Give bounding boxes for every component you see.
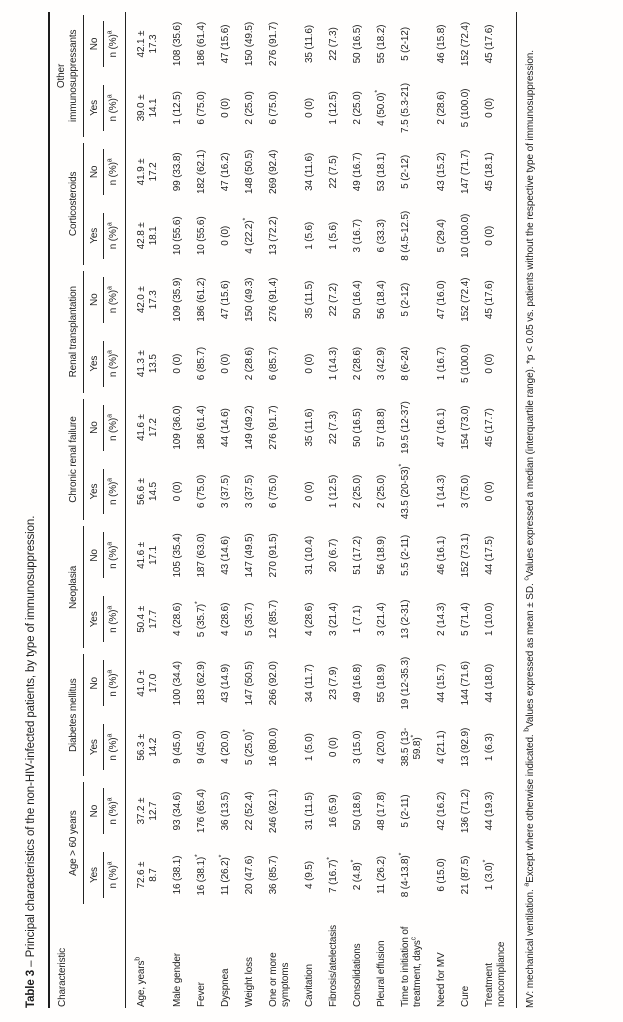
- data-cell: 47 (16.2): [219, 152, 231, 192]
- data-cell: 16 (80.0): [267, 727, 279, 767]
- data-cell: 2 (25.0): [243, 91, 255, 125]
- no-header: No: [84, 396, 104, 460]
- data-cell: 10 (55.6): [195, 216, 207, 256]
- data-cell: 1 (14.3): [435, 474, 447, 509]
- data-cell: 34 (11.7): [303, 664, 315, 703]
- group-header: Diabetes mellitus: [49, 651, 84, 779]
- data-cell: 4 (28.6): [171, 602, 183, 636]
- data-cell: 1 (5.0): [303, 733, 315, 762]
- data-cell: 35 (11.5): [303, 280, 315, 319]
- data-cell: 41.9 ± 17.2: [135, 158, 159, 186]
- data-cell: 51 (17.2): [351, 536, 363, 575]
- data-cell: 43 (14.6): [219, 536, 231, 575]
- yes-header: Yes: [84, 204, 104, 268]
- data-cell: 50 (16.5): [351, 24, 363, 64]
- data-cell: 42.0 ± 17.3: [135, 286, 159, 314]
- data-cell: 0 (0): [303, 353, 315, 374]
- data-cell: 37.2 ± 12.7: [135, 797, 159, 825]
- data-cell: 276 (91.7): [267, 405, 279, 450]
- row-label: Treatment noncompliance: [478, 907, 517, 1008]
- data-cell: 10 (55.6): [171, 216, 183, 256]
- data-cell: 44 (18.0): [478, 651, 517, 715]
- footnote-marker: a: [523, 882, 531, 887]
- data-cell: 42.1 ± 17.3: [135, 30, 159, 58]
- data-cell: 45 (18.1): [478, 140, 517, 204]
- data-cell: 1 (16.7): [435, 347, 447, 381]
- data-cell: 1 (12.5): [327, 474, 339, 509]
- data-cell: 47 (16.1): [435, 408, 447, 447]
- data-cell: 49 (16.8): [351, 663, 363, 703]
- data-cell: 55 (18.9): [375, 663, 387, 703]
- data-cell: 3 (21.4): [375, 602, 387, 636]
- data-cell: 6 (15.0): [435, 858, 447, 892]
- yes-header: Yes: [84, 587, 104, 651]
- data-cell: 8 (4.5-12.5): [399, 210, 411, 261]
- data-cell: 9 (45.0): [195, 730, 207, 764]
- row-label: Need for MV: [435, 952, 447, 1007]
- data-cell: 12 (85.7): [267, 600, 279, 639]
- data-cell: 1 (5.6): [327, 221, 339, 250]
- data-cell: 22 (7.3): [327, 27, 339, 61]
- yes-header: Yes: [84, 460, 104, 524]
- data-cell: 182 (62.1): [195, 149, 207, 194]
- data-cell: 5 (35.7)*: [194, 601, 207, 638]
- data-cell: 176 (65.4): [195, 789, 207, 834]
- data-cell: 46 (15.8): [435, 24, 447, 64]
- data-cell: 44 (14.6): [219, 408, 231, 447]
- yes-header: Yes: [84, 843, 104, 907]
- data-cell: 49 (16.7): [351, 152, 363, 192]
- data-cell: 147 (49.5): [243, 533, 255, 578]
- data-cell: 31 (10.4): [303, 536, 315, 575]
- header-group-row: [49, 12, 84, 1008]
- data-cell: 0 (0): [478, 332, 517, 396]
- table-row: [125, 12, 166, 1008]
- data-cell: 56.6 ± 14.5: [135, 478, 159, 505]
- data-cell: 13 (72.2): [267, 216, 279, 256]
- data-cell: 5 (25.0)*: [242, 729, 255, 766]
- n-pct-header: n (%)$^a$: [104, 651, 126, 715]
- data-cell: 56 (18.9): [375, 536, 387, 575]
- data-cell: 36 (85.7): [267, 855, 279, 895]
- data-cell: 7.5 (5.3-21): [399, 83, 411, 133]
- table-row: [322, 12, 346, 1008]
- yes-header: Yes: [84, 332, 104, 396]
- group-header: Chronic renal failure: [49, 396, 84, 524]
- data-cell: 9 (45.0): [171, 730, 183, 764]
- data-cell: 186 (61.4): [195, 21, 207, 67]
- data-cell: 144 (71.6): [459, 661, 471, 706]
- data-cell: 6 (75.0): [267, 474, 279, 509]
- data-cell: 147 (50.5): [243, 661, 255, 706]
- table-body: [125, 12, 516, 1008]
- data-cell: 0 (0): [303, 481, 315, 502]
- data-cell: 99 (33.8): [171, 152, 183, 192]
- data-cell: 8 (4-13.8)*: [398, 852, 411, 898]
- data-cell: 0 (0): [303, 98, 315, 118]
- data-cell: 50 (16.4): [351, 280, 363, 320]
- table-row: [478, 12, 517, 1008]
- data-cell: 50 (18.6): [351, 791, 363, 831]
- data-cell: 4 (21.1): [435, 730, 447, 764]
- data-cell: 50.4 ± 17.7: [135, 605, 159, 633]
- row-label: Cure: [459, 985, 471, 1007]
- data-cell: 4 (20.0): [375, 730, 387, 764]
- data-cell: 44 (15.7): [435, 663, 447, 703]
- no-header: No: [84, 12, 104, 76]
- data-cell: 5 (2-12): [399, 282, 411, 317]
- data-cell: 187 (63.0): [195, 533, 207, 578]
- data-cell: 16 (5.9): [327, 794, 339, 828]
- data-cell: 4 (28.6): [219, 602, 231, 636]
- row-label: Fibrosis/atelectasis: [327, 924, 339, 1007]
- no-header: No: [84, 268, 104, 332]
- footnote-marker: c: [523, 577, 531, 581]
- row-label: Time to initiation of treatment, days$^c$: [399, 926, 423, 1007]
- data-cell: 269 (92.4): [267, 149, 279, 194]
- data-cell: 1 (14.3): [327, 347, 339, 381]
- data-cell: 34 (11.6): [303, 152, 315, 191]
- data-cell: 53 (18.1): [375, 152, 387, 192]
- data-cell: 47 (15.6): [219, 280, 231, 320]
- no-header: No: [84, 651, 104, 715]
- data-cell: 47 (16.0): [435, 280, 447, 320]
- data-cell: 11 (26.2): [375, 856, 387, 895]
- data-cell: 148 (50.5): [243, 149, 255, 194]
- data-cell: 1 (10.0): [478, 587, 517, 651]
- n-pct-header: n (%)$^a$: [104, 460, 126, 524]
- data-cell: 35 (11.6): [303, 408, 315, 447]
- data-cell: 44 (19.3): [478, 779, 517, 843]
- data-cell: 100 (34.4): [171, 661, 183, 706]
- data-cell: 1 (3.0)*: [478, 843, 517, 907]
- data-cell: 45 (17.6): [478, 12, 517, 76]
- data-cell: 45 (17.7): [478, 396, 517, 460]
- data-cell: 48 (17.8): [375, 791, 387, 831]
- data-cell: 5 (100.0): [459, 88, 471, 128]
- data-cell: 3 (15.0): [351, 730, 363, 764]
- data-cell: 5 (2-11): [399, 794, 411, 828]
- data-cell: 38.5 (13-59.8)*: [399, 727, 423, 767]
- data-cell: 1 (12.5): [171, 91, 183, 125]
- data-cell: 35 (11.6): [303, 25, 315, 63]
- data-cell: 23 (7.9): [327, 666, 339, 700]
- table-row: [262, 12, 298, 1008]
- data-cell: 6 (75.0): [195, 91, 207, 125]
- data-cell: 41.3 ± 13.5: [135, 350, 159, 378]
- data-cell: 186 (61.4): [195, 405, 207, 450]
- no-header: No: [84, 140, 104, 204]
- data-cell: 42.8 ± 18.1: [135, 222, 159, 250]
- data-cell: 1 (5.6): [303, 221, 315, 250]
- table-header: [49, 12, 126, 1008]
- no-header: No: [84, 779, 104, 843]
- table-number: Table 3: [25, 969, 37, 1008]
- data-cell: 13 (92.9): [459, 727, 471, 767]
- data-cell: 2 (25.0): [351, 91, 363, 125]
- table-row: [214, 12, 238, 1008]
- data-cell: 0 (0): [219, 225, 231, 246]
- row-label: Male gender: [171, 953, 183, 1007]
- data-cell: 105 (35.4): [171, 533, 183, 578]
- data-cell: 36 (13.5): [219, 791, 231, 831]
- data-cell: 7 (16.7)*: [326, 857, 339, 893]
- data-cell: 31 (11.5): [303, 792, 315, 831]
- data-cell: 276 (91.4): [267, 277, 279, 322]
- yes-header: Yes: [84, 715, 104, 779]
- data-cell: 2 (4.8)*: [350, 859, 363, 891]
- data-cell: 152 (72.4): [459, 277, 471, 322]
- data-cell: 22 (7.3): [327, 410, 339, 445]
- data-cell: 5 (100.0): [459, 344, 471, 384]
- data-cell: 22 (7.5): [327, 155, 339, 189]
- row-label: Cavitation: [303, 964, 315, 1007]
- data-cell: 0 (0): [219, 98, 231, 118]
- data-cell: 39.0 ± 14.1: [135, 94, 159, 122]
- table-title-text: – Principal characteristics of the non-HIV-infected patients, by type of immunosuppression.: [25, 515, 37, 970]
- data-cell: 4 (28.6): [303, 602, 315, 636]
- data-cell: 5 (71.4): [459, 602, 471, 636]
- data-cell: 0 (0): [478, 460, 517, 524]
- data-cell: 47 (15.6): [219, 24, 231, 64]
- n-pct-header: n (%)$^a$: [104, 268, 126, 332]
- group-header: Age > 60 years: [49, 779, 84, 907]
- data-cell: 93 (34.6): [171, 791, 183, 831]
- data-cell: 6 (33.3): [375, 219, 387, 253]
- data-cell: 1 (6.3): [478, 715, 517, 779]
- group-header: Other immunosuppressants: [49, 12, 84, 140]
- data-cell: 5 (2-12): [399, 154, 411, 189]
- data-cell: 19.5 (12-37): [399, 401, 411, 454]
- data-cell: 0 (0): [478, 76, 517, 140]
- data-cell: 2 (28.6): [435, 91, 447, 125]
- footnote-marker: b: [523, 727, 531, 732]
- data-cell: 56 (18.4): [375, 280, 387, 320]
- data-cell: 0 (0): [219, 353, 231, 374]
- data-cell: 149 (49.2): [243, 405, 255, 450]
- data-cell: 10 (100.0): [459, 213, 471, 258]
- data-cell: 43 (15.2): [435, 152, 447, 192]
- row-label: Consolidations: [351, 943, 363, 1007]
- data-cell: 1 (12.5): [327, 91, 339, 125]
- table-row: [430, 12, 454, 1008]
- characteristic-header: Characteristic: [49, 907, 126, 1008]
- data-cell: 72.6 ± 8.7: [135, 861, 159, 889]
- data-cell: 5 (29.4): [435, 219, 447, 253]
- group-header: Corticosteroids: [49, 140, 84, 268]
- n-pct-header: n (%)$^a$: [104, 76, 126, 140]
- data-cell: 46 (16.1): [435, 536, 447, 575]
- data-cell: 2 (25.0): [375, 474, 387, 509]
- characteristics-table: [48, 12, 517, 1008]
- data-cell: 5 (2-12): [399, 27, 411, 61]
- data-cell: 2 (25.0): [351, 474, 363, 509]
- header-yesno-row: [84, 12, 104, 1008]
- data-cell: 4 (22.2)*: [242, 217, 255, 254]
- row-label: Pleural effusion: [375, 940, 387, 1007]
- row-label: Age, years$^b$: [134, 956, 147, 1007]
- data-cell: 0 (0): [327, 737, 339, 758]
- data-cell: 50 (16.5): [351, 408, 363, 447]
- data-cell: 2 (28.6): [243, 347, 255, 381]
- data-cell: 2 (28.6): [351, 347, 363, 381]
- row-label: Weight loss: [243, 957, 255, 1007]
- data-cell: 56.3 ± 14.2: [135, 733, 159, 761]
- data-cell: 266 (92.0): [267, 661, 279, 706]
- table-row: [346, 12, 370, 1008]
- data-cell: 43 (14.9): [219, 663, 231, 703]
- header-npct-row: [104, 12, 126, 1008]
- data-cell: 55 (18.2): [375, 24, 387, 64]
- data-cell: 0 (0): [478, 204, 517, 268]
- n-pct-header: n (%)$^a$: [104, 140, 126, 204]
- data-cell: 5 (35.7): [243, 602, 255, 636]
- data-cell: 19 (12-35.3): [399, 656, 411, 710]
- data-cell: 4 (50.0)*: [374, 90, 387, 126]
- group-header: Neoplasia: [49, 523, 84, 651]
- table-row: [298, 12, 322, 1008]
- data-cell: 4 (9.5): [303, 861, 315, 889]
- n-pct-header: n (%)$^a$: [104, 715, 126, 779]
- table-footnote: MV: mechanical ventilation. $^a$Except where otherwise indicated. $^b$Values expressed as mean ± SD. $^c$Values expressed a median (interquartile range). *p < 0.05 vs. patients without the respective type of immunosuppression.: [523, 50, 536, 1008]
- group-header: Renal transplantation: [49, 268, 84, 396]
- data-cell: 0 (0): [171, 481, 183, 502]
- data-cell: 186 (61.2): [195, 277, 207, 322]
- data-cell: 21 (87.5): [459, 855, 471, 895]
- data-cell: 8 (6-24): [399, 346, 411, 381]
- data-cell: 276 (91.7): [267, 21, 279, 67]
- data-cell: 41.6 ± 17.1: [135, 542, 159, 569]
- data-cell: 6 (75.0): [267, 91, 279, 125]
- data-cell: 20 (47.6): [243, 855, 255, 895]
- data-cell: 6 (85.7): [267, 347, 279, 381]
- data-cell: 42 (16.2): [435, 791, 447, 831]
- row-label: One or more symptoms: [267, 952, 291, 1007]
- data-cell: 3 (16.7): [351, 219, 363, 253]
- n-pct-header: n (%)$^a$: [104, 779, 126, 843]
- data-cell: 109 (35.9): [171, 277, 183, 322]
- data-cell: 150 (49.3): [243, 277, 255, 322]
- data-cell: 20 (6.7): [327, 538, 339, 573]
- data-cell: 41.6 ± 17.2: [135, 414, 159, 442]
- n-pct-header: n (%)$^a$: [104, 523, 126, 587]
- row-label: Dyspnea: [219, 968, 231, 1007]
- data-cell: 6 (85.7): [195, 347, 207, 381]
- data-cell: 3 (37.5): [243, 474, 255, 509]
- table-row: [166, 12, 190, 1008]
- data-cell: 183 (62.9): [195, 661, 207, 706]
- n-pct-header: n (%)$^a$: [104, 332, 126, 396]
- n-pct-header: n (%)$^a$: [104, 12, 126, 76]
- data-cell: 22 (52.4): [243, 791, 255, 831]
- yes-header: Yes: [84, 76, 104, 140]
- data-cell: 150 (49.5): [243, 21, 255, 67]
- data-cell: 5.5 (2-11): [399, 534, 411, 576]
- data-cell: 6 (75.0): [195, 474, 207, 509]
- table-title: [24, 12, 39, 1008]
- no-header: No: [84, 523, 104, 587]
- table-row: [454, 12, 478, 1008]
- data-cell: 147 (71.7): [459, 149, 471, 194]
- data-cell: 45 (17.6): [478, 268, 517, 332]
- data-cell: 16 (38.1)*: [194, 854, 207, 896]
- n-pct-header: n (%)$^a$: [104, 396, 126, 460]
- table-row: [394, 12, 430, 1008]
- data-cell: 154 (73.0): [459, 405, 471, 450]
- data-cell: 44 (17.5): [478, 523, 517, 587]
- data-cell: 109 (36.0): [171, 405, 183, 450]
- data-cell: 22 (7.2): [327, 283, 339, 317]
- table-row: [190, 12, 214, 1008]
- n-pct-header: n (%)$^a$: [104, 204, 126, 268]
- data-cell: 3 (21.4): [327, 602, 339, 636]
- data-cell: 13 (2-31): [399, 599, 411, 639]
- data-cell: 136 (71.2): [459, 789, 471, 834]
- data-cell: 3 (37.5): [219, 474, 231, 509]
- data-cell: 0 (0): [171, 353, 183, 374]
- data-cell: 246 (92.1): [267, 789, 279, 834]
- data-cell: 4 (20.0): [219, 730, 231, 764]
- data-cell: 1 (7.1): [351, 605, 363, 634]
- table-row: [238, 12, 262, 1008]
- data-cell: 270 (91.5): [267, 533, 279, 578]
- n-pct-header: n (%)$^a$: [104, 587, 126, 651]
- data-cell: 41.0 ± 17.0: [135, 669, 159, 697]
- data-cell: 3 (75.0): [459, 474, 471, 509]
- table-row: [370, 12, 394, 1008]
- data-cell: 16 (38.1): [171, 855, 183, 895]
- data-cell: 43.5 (20-53)*: [398, 463, 411, 520]
- data-cell: 152 (72.4): [459, 21, 471, 67]
- row-label: Fever: [195, 982, 207, 1007]
- data-cell: 152 (73.1): [459, 533, 471, 578]
- data-cell: 11 (26.2)*: [218, 854, 231, 896]
- n-pct-header: n (%)$^a$: [104, 843, 126, 907]
- data-cell: 108 (35.6): [171, 21, 183, 67]
- data-cell: 3 (42.9): [375, 347, 387, 381]
- data-cell: 57 (18.8): [375, 408, 387, 447]
- data-cell: 2 (14.3): [435, 602, 447, 636]
